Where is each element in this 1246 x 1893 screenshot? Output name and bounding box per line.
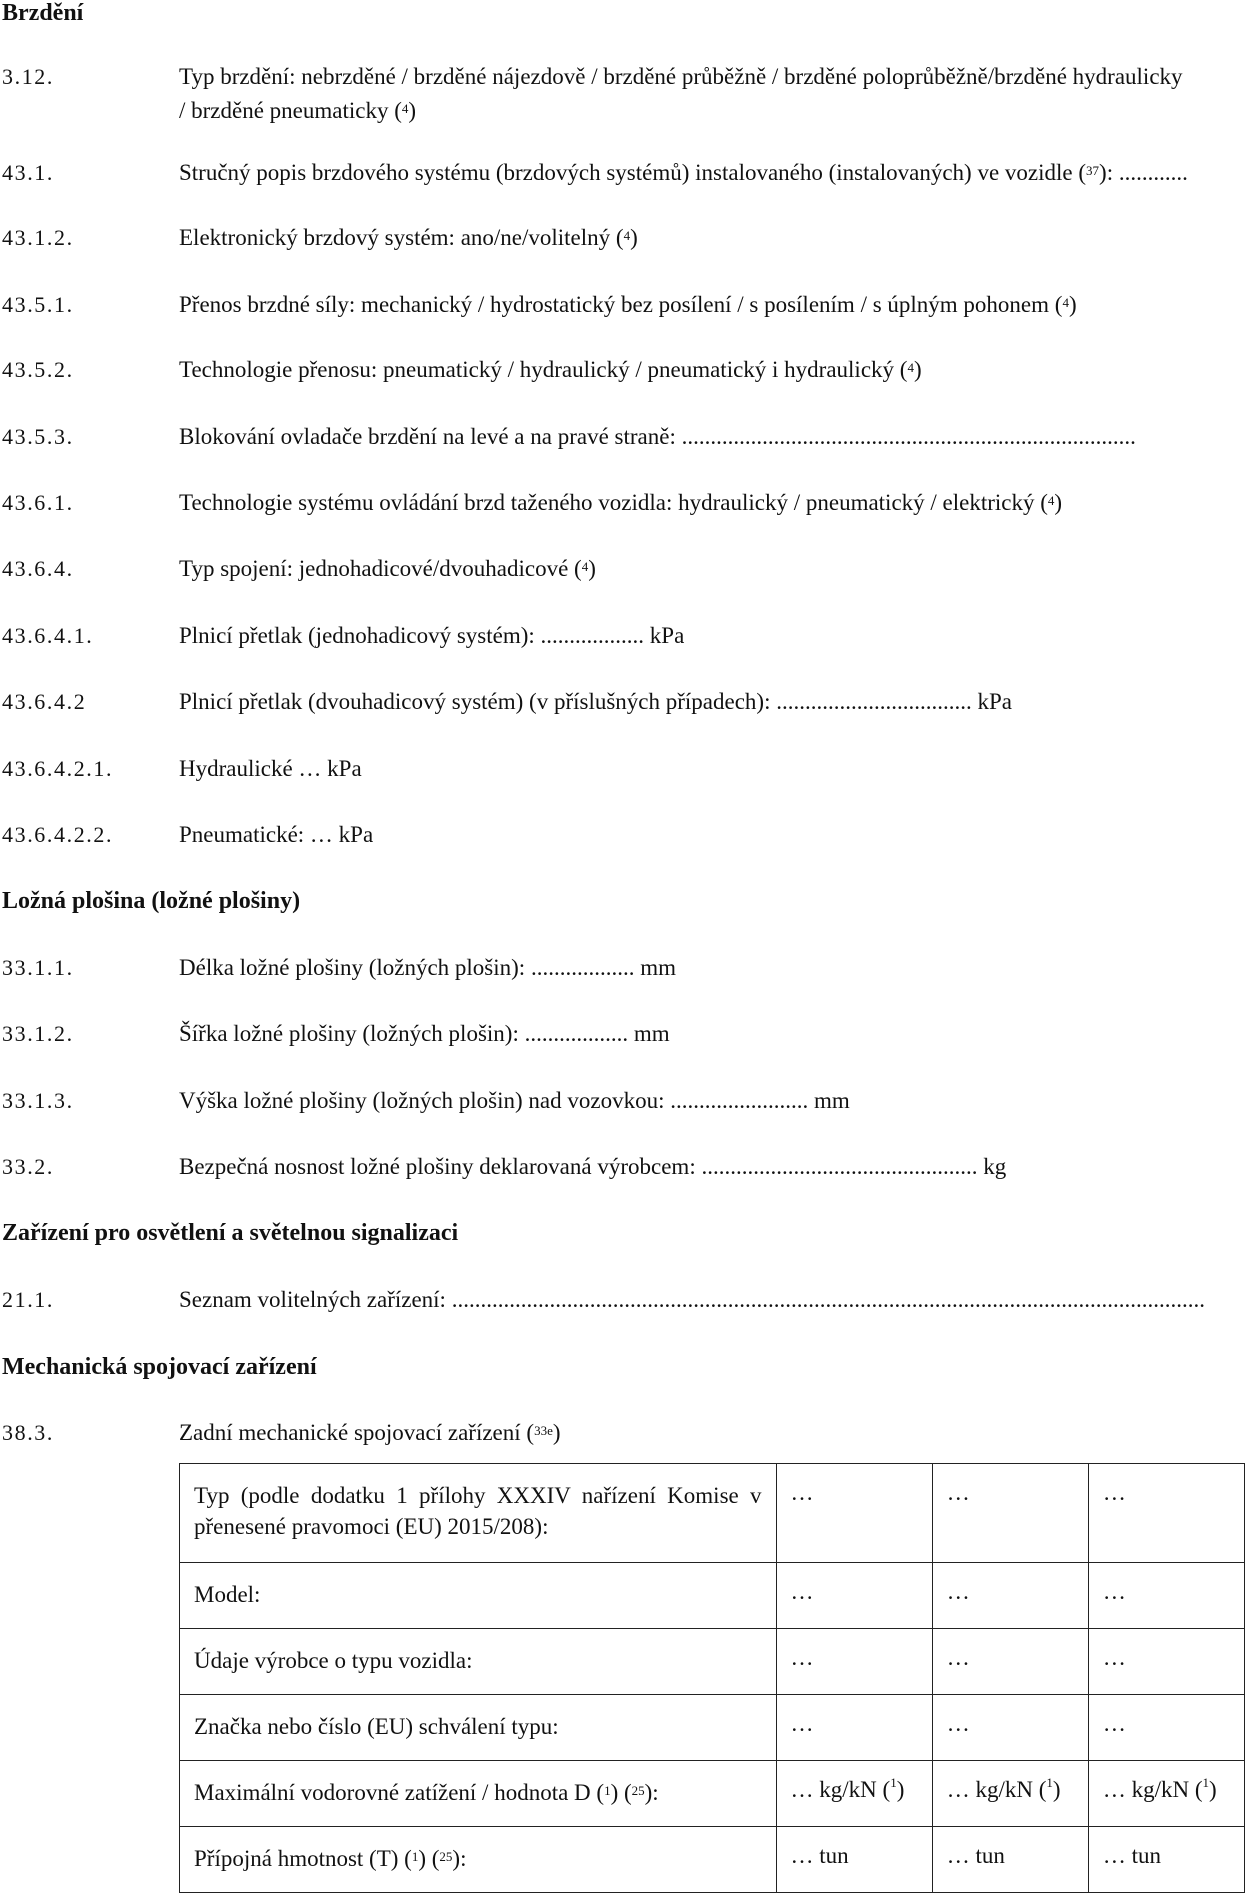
item-text — [179, 288, 1245, 322]
label-text: Maximální vodorovné zatížení / hodnota D ( — [194, 1780, 605, 1805]
item-text: Plnicí přetlak (jednohadicový systém): .................. kPa — [179, 623, 685, 648]
item-text-line1: Typ brzdění: nebrzděné / brzděné nájezdově / brzděné průběžně / brzděné poloprůběžně/brzděné hydraulicky — [179, 64, 1183, 89]
item-text-main: Přenos brzdné síly: mechanický / hydrostatický bez posílení / s posílením / s úplným pohonem ( — [179, 292, 1063, 317]
item-text-end: ) — [913, 357, 922, 382]
footnote-ref: 1 — [1046, 1775, 1053, 1790]
table-value-cell — [776, 1761, 932, 1827]
item-number: 43.6.4.1. — [2, 623, 94, 648]
item-number: 43.1. — [2, 160, 54, 185]
item-text-end: ) — [1054, 490, 1063, 515]
coupling-table — [179, 1463, 1245, 1893]
table-row — [180, 1827, 1245, 1893]
table-value-cell — [932, 1761, 1088, 1827]
table-value-cell: … — [932, 1464, 1088, 1563]
table-label-cell: Údaje výrobce o typu vozidla: — [180, 1629, 777, 1695]
footnote-ref: 1 — [604, 1783, 611, 1798]
label-text: ): — [452, 1846, 467, 1871]
item-text-end: ) — [1068, 292, 1077, 317]
item-text — [179, 486, 1245, 520]
item-text-line2: / brzděné pneumaticky ( — [179, 98, 402, 123]
value-text: … kg/kN ( — [790, 1777, 891, 1802]
table-label-cell: Model: — [180, 1563, 777, 1629]
label-text: Přípojná hmotnost (T) ( — [194, 1846, 412, 1871]
table-value-cell: … — [776, 1563, 932, 1629]
label-text: ): — [644, 1780, 659, 1805]
footnote-ref: 4 — [1047, 493, 1055, 508]
item-number: 43.6.1. — [2, 490, 74, 515]
table-value-cell: … — [1088, 1629, 1244, 1695]
item-text-end: ): ............ — [1099, 160, 1188, 185]
item-number: 43.5.2. — [2, 357, 74, 382]
table-value-cell: … tun — [1088, 1827, 1244, 1893]
section-heading-brakes: Brzdění — [2, 0, 84, 26]
item-number: 43.6.4. — [2, 556, 74, 581]
item-number: 38.3. — [2, 1420, 54, 1445]
table-value-cell: … — [932, 1629, 1088, 1695]
item-number: 43.6.4.2.2. — [2, 822, 114, 847]
item-text-main: Technologie přenosu: pneumatický / hydraulický / pneumatický i hydraulický ( — [179, 357, 908, 382]
section-heading-coupling: Mechanická spojovací zařízení — [2, 1354, 317, 1380]
section-heading-lighting: Zařízení pro osvětlení a světelnou signalizaci — [2, 1220, 459, 1246]
footnote-ref: 4 — [907, 360, 914, 375]
label-text: ) ( — [418, 1846, 440, 1871]
item-text-main: Elektronický brzdový systém: ano/ne/volitelný ( — [179, 225, 624, 250]
footnote-ref: 4 — [1062, 295, 1069, 310]
table-value-cell: … — [1088, 1563, 1244, 1629]
item-text: Plnicí přetlak (dvouhadicový systém) (v příslušných případech): .................................. kPa — [179, 689, 1012, 714]
footnote-ref: 37 — [1086, 163, 1100, 178]
item-number: 33.1.1. — [2, 955, 74, 980]
table-value-cell: … — [1088, 1464, 1244, 1563]
table-row — [180, 1761, 1245, 1827]
item-number: 33.1.3. — [2, 1088, 74, 1113]
footnote-ref: 1 — [411, 1849, 419, 1864]
table-value-cell: … — [776, 1695, 932, 1761]
value-text: ) — [1209, 1777, 1217, 1802]
item-number: 3.12. — [2, 64, 54, 89]
item-text: Seznam volitelných zařízení: ................................................................................................................................... — [179, 1287, 1205, 1312]
item-text — [179, 60, 1245, 128]
item-number: 43.5.1. — [2, 292, 74, 317]
table-label-cell: Typ (podle dodatku 1 přílohy XXXIV nařízení Komise v přenesené pravomoci (EU) 2015/208): — [180, 1464, 777, 1563]
table-value-cell: … — [776, 1464, 932, 1563]
item-text-main: Stručný popis brzdového systému (brzdových systémů) instalovaného (instalovaných) ve vozidle ( — [179, 160, 1087, 185]
table-label-cell — [180, 1827, 777, 1893]
item-text: Blokování ovladače brzdění na levé a na pravé straně: ............................................................................... — [179, 424, 1136, 449]
footnote-ref: 25 — [631, 1783, 645, 1798]
item-text: Šířka ložné plošiny (ložných plošin): .................. mm — [179, 1021, 670, 1046]
value-text: ) — [896, 1777, 905, 1802]
item-text-main: Typ spojení: jednohadicové/dvouhadicové ( — [179, 556, 582, 581]
item-number: 33.2. — [2, 1154, 54, 1179]
item-text — [179, 353, 1245, 387]
item-text: Pneumatické: … kPa — [179, 822, 374, 847]
item-text: Výška ložné plošiny (ložných plošin) nad vozovkou: ........................ mm — [179, 1088, 850, 1113]
table-row — [180, 1629, 1245, 1695]
table-value-cell: … tun — [932, 1827, 1088, 1893]
item-text — [179, 221, 1245, 255]
table-value-cell — [1088, 1761, 1244, 1827]
value-text: ) — [1052, 1777, 1061, 1802]
value-text: … kg/kN ( — [1102, 1777, 1203, 1802]
item-number: 21.1. — [2, 1287, 54, 1312]
table-value-cell: … — [932, 1695, 1088, 1761]
item-text — [179, 156, 1245, 190]
table-row — [180, 1464, 1245, 1563]
item-text-end: ) — [588, 556, 596, 581]
footnote-ref: 33e — [534, 1423, 553, 1438]
table-value-cell: … — [776, 1629, 932, 1695]
item-text — [179, 1416, 1245, 1450]
item-number: 43.5.3. — [2, 424, 74, 449]
item-text: Délka ložné plošiny (ložných plošin): .................. mm — [179, 955, 676, 980]
section-heading-platform: Ložná plošina (ložné plošiny) — [2, 888, 301, 914]
footnote-ref: 4 — [623, 228, 631, 243]
table-value-cell: … — [932, 1563, 1088, 1629]
table-label-cell: Značka nebo číslo (EU) schválení typu: — [180, 1695, 777, 1761]
footnote-ref: 1 — [1202, 1775, 1209, 1790]
item-number: 43.6.4.2.1. — [2, 756, 114, 781]
footnote-ref: 1 — [890, 1775, 897, 1790]
item-text: Hydraulické … kPa — [179, 756, 362, 781]
table-row — [180, 1563, 1245, 1629]
item-text — [179, 552, 1245, 586]
table-row — [180, 1695, 1245, 1761]
table-value-cell: … tun — [776, 1827, 932, 1893]
table-value-cell: … — [1088, 1695, 1244, 1761]
item-text-end: ) — [552, 1420, 561, 1445]
item-number: 33.1.2. — [2, 1021, 74, 1046]
item-text-main: Zadní mechanické spojovací zařízení ( — [179, 1420, 535, 1445]
item-text-main: Technologie systému ovládání brzd taženého vozidla: hydraulický / pneumatický / elektrický ( — [179, 490, 1048, 515]
item-text-end: ) — [408, 98, 417, 123]
footnote-ref: 25 — [439, 1849, 453, 1864]
item-text: Bezpečná nosnost ložné plošiny deklarovaná výrobcem: ................................................ kg — [179, 1154, 1007, 1179]
item-number: 43.1.2. — [2, 225, 74, 250]
table-label-cell — [180, 1761, 777, 1827]
value-text: … kg/kN ( — [946, 1777, 1047, 1802]
item-number: 43.6.4.2 — [2, 689, 87, 714]
label-text: ) ( — [610, 1780, 632, 1805]
item-text-end: ) — [630, 225, 638, 250]
footnote-ref: 4 — [401, 101, 409, 116]
footnote-ref: 4 — [581, 559, 589, 574]
